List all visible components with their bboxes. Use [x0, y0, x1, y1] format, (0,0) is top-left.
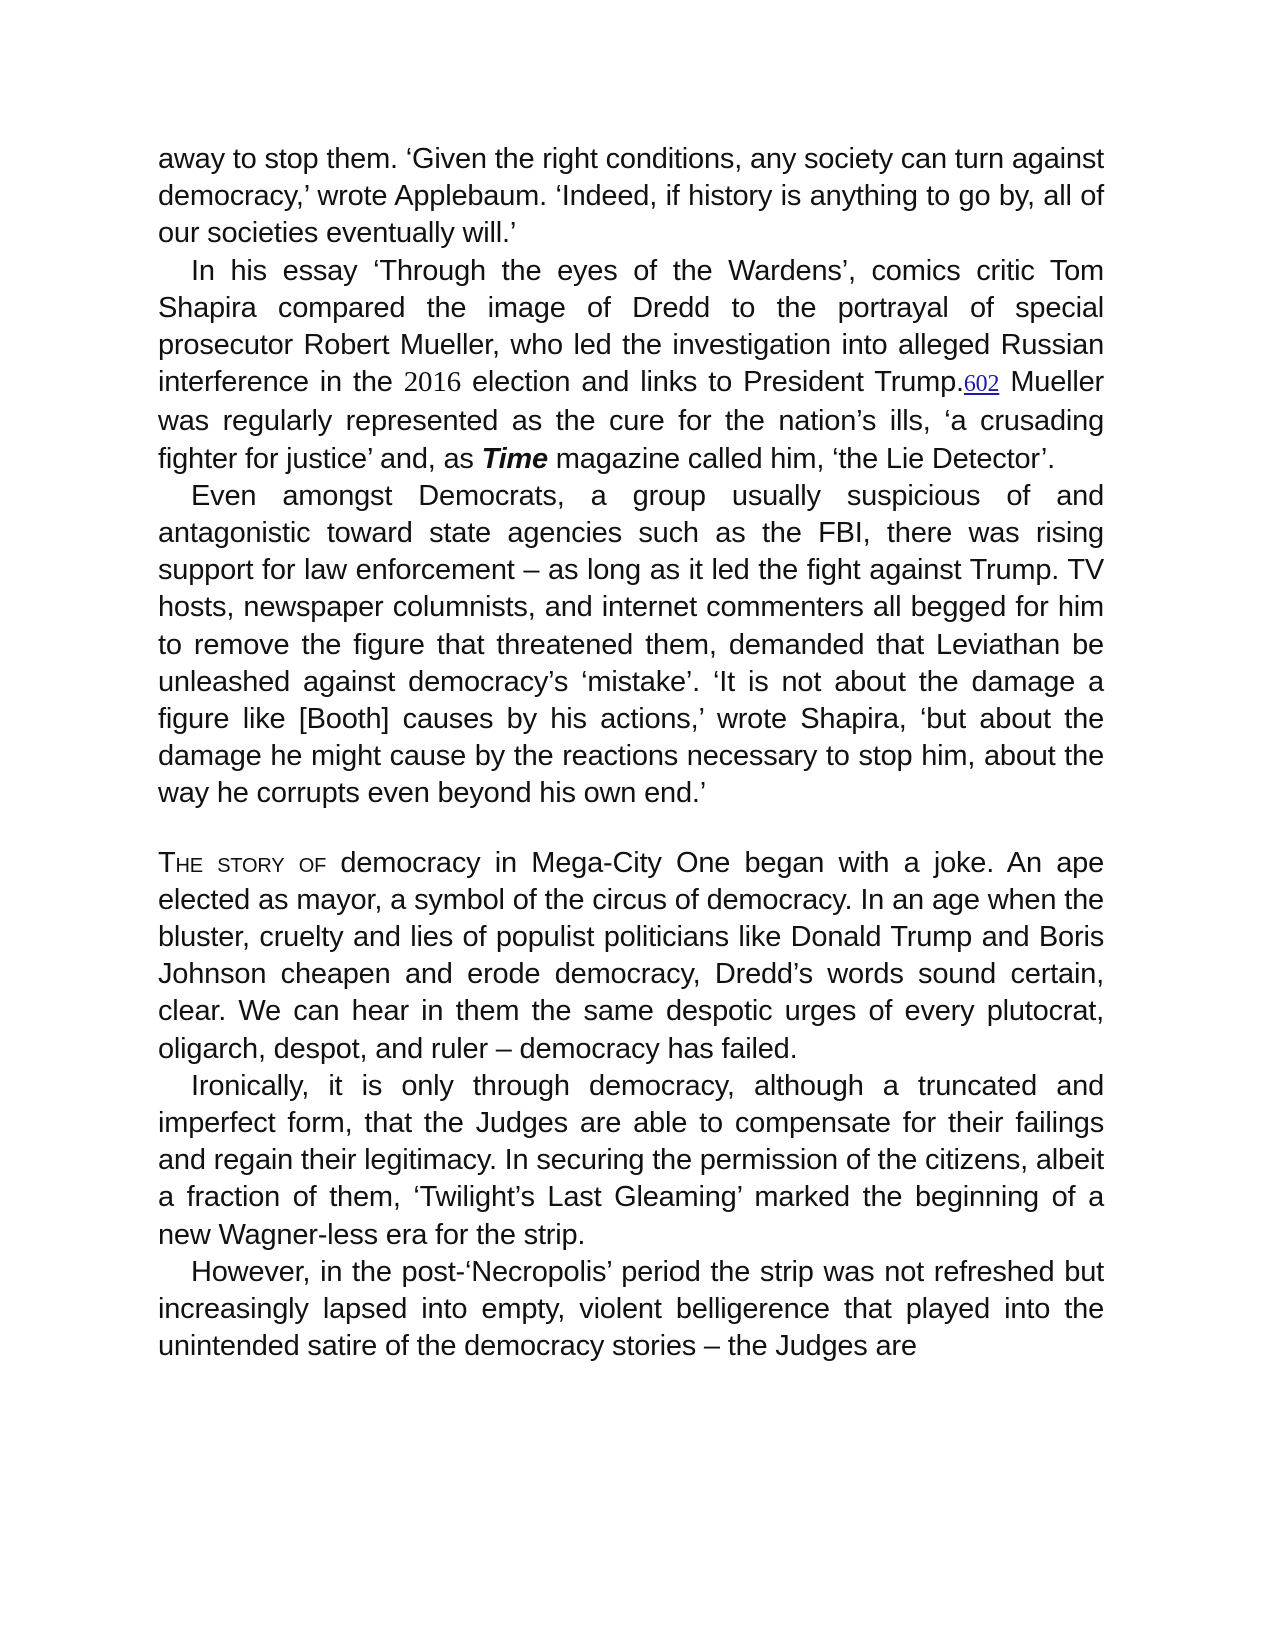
paragraph-2 — [158, 253, 1104, 478]
paragraph-2-part-4: magazine called him, ‘the Lie Detector’. — [547, 442, 1056, 475]
section-lead-in: The story of — [158, 846, 327, 879]
magazine-title: Time — [481, 442, 548, 475]
paragraph-2-part-2: election and links to President Trump. — [460, 366, 964, 399]
paragraph-3: Even amongst Democrats, a group usually suspicious of and antagonistic toward state agencies such as the FBI, there was rising support for law enforcement – as long as it led the fight against Trump. TV hosts, newspaper columnists, and internet commenters all begged for him to remove the figure that threatened them, demanded that Leviathan be unleashed against democracy’s ‘mistake’. ‘It is not about the damage a figure like [Booth] causes by his actions,’ wrote Shapira, ‘but about the damage he might cause by the reactions necessary to stop him, about the way he corrupts even beyond his own end.’ — [158, 479, 1104, 810]
paragraph-4 — [158, 845, 1104, 1068]
paragraph-1: away to stop them. ‘Given the right conditions, any society can turn against democracy,’ wrote Applebaum. ‘Indeed, if history is anything to go by, all of our societies eventually will.’ — [158, 143, 1104, 250]
paragraph-2-part-3: Mueller was regularly represented as the cure for the nation’s ills, ‘a crusading fighter for justice’ and, as — [158, 366, 1105, 475]
paragraph-2-part-1: In his essay ‘Through the eyes of the Wardens’, comics critic Tom Shapira compared the image of Dredd to the portrayal of special prosecutor Robert Mueller, who led the investigation into alleged Russian interference in the — [158, 254, 1104, 399]
paragraph-6: However, in the post-‘Necropolis’ period the strip was not refreshed but increasingly lapsed into empty, violent belligerence that played into the unintended satire of the democracy stories – the Judges are — [158, 1255, 1104, 1363]
paragraph-4-body: democracy in Mega-City One began with a joke. An ape elected as mayor, a symbol of the circus of democracy. In an age when the bluster, cruelty and lies of populist politicians like Donald Trump and Boris Johnson cheapen and erode democracy, Dredd’s words sound certain, clear. We can hear in them the same despotic urges of every plutocrat, oligarch, despot, and ruler – democracy has failed. — [158, 846, 1104, 1065]
footnote-link-602[interactable]: 602 — [963, 371, 1000, 398]
election-year: 2016 — [403, 366, 461, 399]
paragraph-5: Ironically, it is only through democracy, although a truncated and imperfect form, that the Judges are able to compensate for their failings and regain their legitimacy. In securing the permission of the citizens, albeit a fraction of them, ‘Twilight’s Last Gleaming’ marked the beginning of a new Wagner-less era for the strip. — [158, 1069, 1104, 1251]
page-body — [158, 141, 1104, 1366]
